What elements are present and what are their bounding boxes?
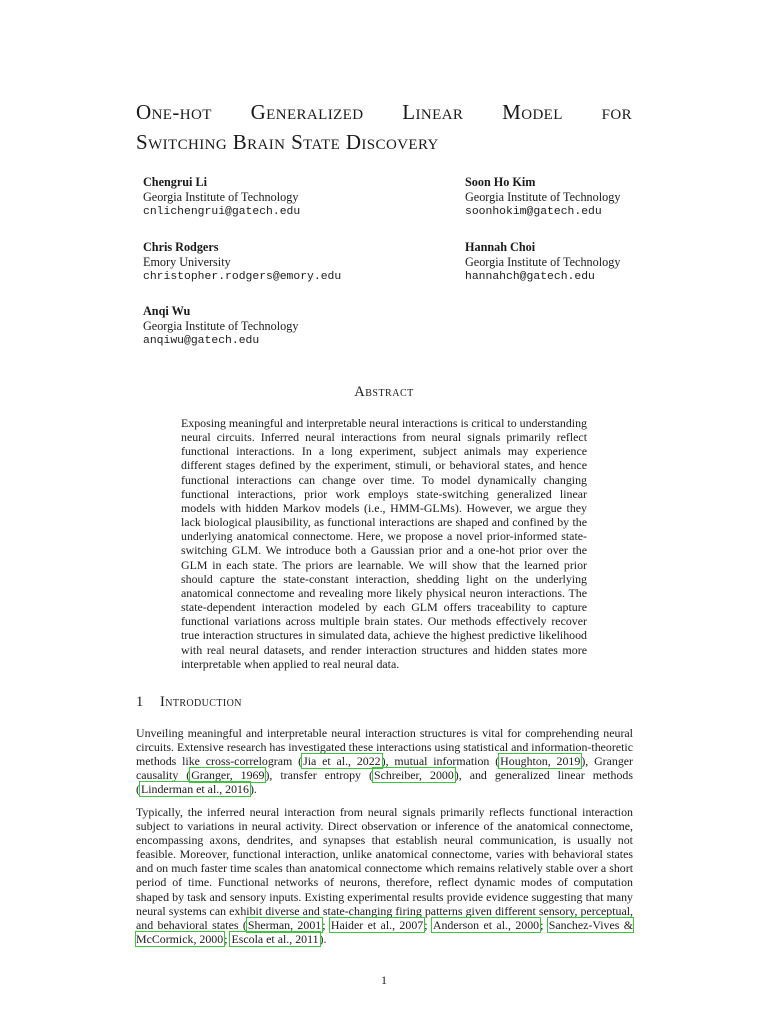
author-affiliation: Georgia Institute of Technology [143,319,299,333]
paragraph-text: ; [540,917,548,932]
citation-link[interactable]: Haider et al., 2007 [330,917,424,932]
paragraph-text: ; [224,931,231,946]
section-heading [136,694,242,711]
section-number: 1 [136,694,144,710]
abstract-heading: Abstract [354,384,414,400]
citation-link[interactable]: Schreiber, 2000 [373,768,454,783]
paragraph-text: ). [319,931,327,946]
paragraph-text: ), transfer entropy ( [265,768,373,783]
author-name: Hannah Choi [465,240,536,254]
abstract-text: Exposing meaningful and interpretable neural interactions is critical to understanding neural circuits. Inferred neural interactions from neural signals primarily reflect functional interactions. In a long experiment, subject animals may experience different stages defined by the experiment, stimuli, or behavioral states, and hence functional interactions can change over time. To model dynamically changing functional interactions, prior work employs state-switching generalized linear models with hidden Markov models (i.e., HMM-GLMs). However, we argue they lack biological plausibility, as functional interactions are shaped and confined by the underlying anatomical connectome. Here, we propose a novel prior-informed state-switching GLM. We introduce both a Gaussian prior and a one-hot prior over the GLM in each state. The priors are learnable. We will show that the learned prior should capture the state-constant interaction, shedding light on the underlying anatomical connectome and revealing more likely physical neuron interactions. The state-dependent interaction modeled by each GLM offers traceability to capture functional variations across multiple brain states. Our methods effectively recover true interaction structures in simulated data, achieve the highest predictive likelihood with real neural datasets, and render interaction structures and hidden states more interpretable when applied to real neural data. [181,416,587,671]
author-affiliation: Georgia Institute of Technology [143,190,299,204]
paragraph-text: ), and generalized linear methods ( [136,768,633,797]
title-line-1: One-hot Generalized Linear Model for [136,100,632,124]
author-block [465,175,620,220]
citation-link[interactable]: Anderson et al., 2000 [432,917,540,932]
citation-link[interactable]: Escola et al., 2011 [231,931,319,946]
paragraph-text: ), Granger causality ( [136,754,634,783]
author-email: soonhokim@gatech.edu [465,206,602,218]
author-block [143,240,341,285]
citation-link[interactable]: Sherman, 2001 [247,917,322,932]
author-affiliation: Emory University [143,255,231,269]
paragraph-text: Typically, the inferred neural interaction from neural signals primarily reflects functional interaction subject to variations in neural activity. Direct observation or inference of the anatomical connectome, encompassing axons, dendrites, and synapses that establish neural communication, is usually not feasible. Moreover, functional interaction, unlike anatomical connectome, varies with behavioral states and on much faster time scales than anatomical connectome which remains relatively stable over a short period of time. Functional networks of neurons, therefore, reflect dynamic modes of computation shaped by task and sensory inputs. Existing experimental results provide evidence suggesting that many neural systems can exhibit diverse and state-changing firing patterns given different sensory, perceptual, and behavioral states ( [136,805,633,932]
paragraph-text: ; [424,917,432,932]
author-name: Chris Rodgers [143,240,219,254]
page-number: 1 [381,973,387,987]
author-affiliation: Georgia Institute of Technology [465,190,621,204]
author-block [143,304,298,349]
intro-paragraph-2 [136,805,633,946]
paragraph-text: Unveiling meaningful and interpretable neural interaction structures is vital for comprehending neural circuits. Extensive research has investigated these interactions using statistical and information-theoretic methods like cross-correlogram ( [136,726,633,769]
author-affiliation: Georgia Institute of Technology [465,255,621,269]
citation-link[interactable]: Sanchez-Vives & McCormick, 2000 [136,917,633,946]
author-email: hannahch@gatech.edu [465,271,595,283]
author-block [143,175,300,220]
author-email: anqiwu@gatech.edu [143,335,260,347]
citation-link[interactable]: Houghton, 2019 [500,754,581,769]
author-name: Soon Ho Kim [465,175,536,189]
title-line-2: Switching Brain State Discovery [136,130,439,154]
author-email: cnlichengrui@gatech.edu [143,206,301,218]
author-name: Anqi Wu [143,304,191,318]
citation-link[interactable]: Linderman et al., 2016 [140,782,249,797]
paragraph-text: ). [249,782,257,797]
paper-title [136,97,632,157]
author-name: Chengrui Li [143,175,207,189]
intro-paragraph-1 [136,726,633,796]
paragraph-text: ; [322,917,330,932]
citation-link[interactable]: Jia et al., 2022 [303,754,381,769]
author-email: christopher.rodgers@emory.edu [143,271,342,283]
paragraph-text: ), mutual information ( [381,754,500,769]
section-title: Introduction [160,694,242,710]
citation-link[interactable]: Granger, 1969 [191,768,265,783]
author-block [465,240,620,285]
